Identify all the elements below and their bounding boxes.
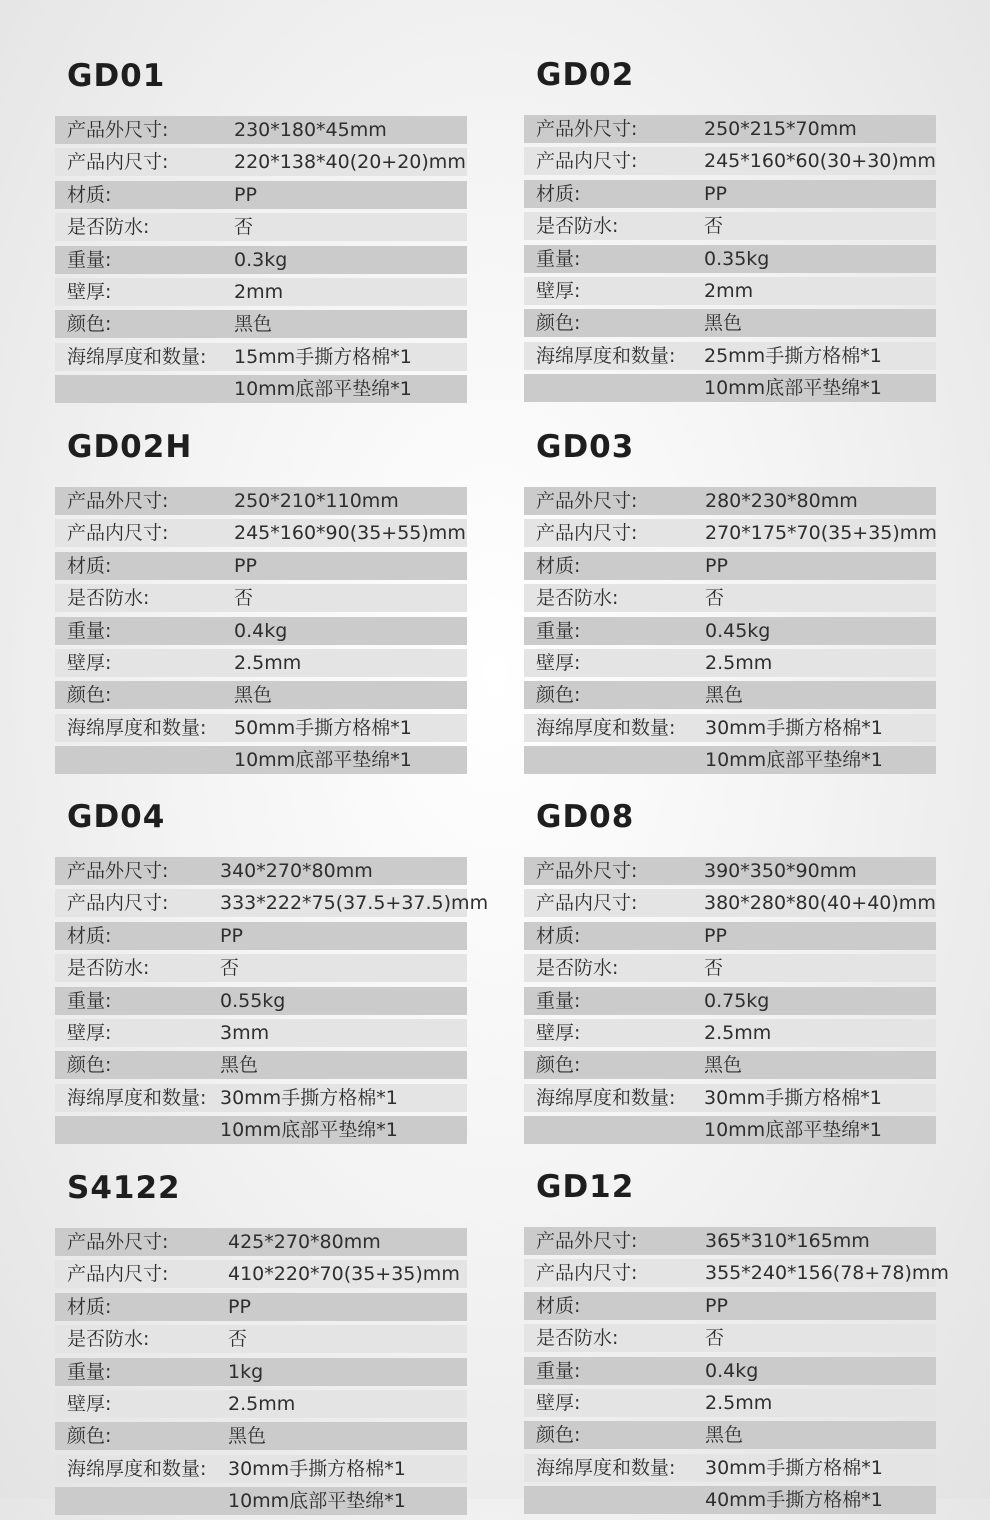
spec-row <box>55 714 467 742</box>
spec-label: 海绵厚度和数量: <box>67 1457 207 1480</box>
spec-value: 40mm手撕方格棉*1 <box>705 1489 883 1512</box>
spec-row <box>524 1259 949 1287</box>
spec-label: 材质: <box>67 1295 112 1318</box>
spec-value: 333*222*75(37.5+37.5)mm <box>220 892 489 915</box>
spec-label: 海绵厚度和数量: <box>536 1086 676 1109</box>
spec-label: 颜色: <box>536 1424 581 1447</box>
spec-label: 是否防水: <box>536 1327 619 1350</box>
spec-value: 365*310*165mm <box>705 1230 870 1252</box>
spec-row <box>524 1454 936 1482</box>
spec-row <box>524 180 936 208</box>
spec-row <box>524 374 936 402</box>
spec-row <box>55 987 467 1015</box>
spec-value: PP <box>228 1295 251 1318</box>
spec-label: 是否防水: <box>536 957 619 980</box>
spec-value: 0.4kg <box>234 619 288 642</box>
spec-value: 0.3kg <box>234 248 288 271</box>
spec-label: 产品外尺寸: <box>536 118 638 140</box>
spec-value: 30mm手撕方格棉*1 <box>705 1456 883 1479</box>
spec-table <box>55 857 489 1149</box>
spec-label: 壁厚: <box>67 280 112 303</box>
spec-label: 产品外尺寸: <box>67 490 169 512</box>
product-code: GD04 <box>67 799 166 835</box>
spec-label: 重量: <box>67 248 112 271</box>
spec-label: 重量: <box>67 619 112 642</box>
spec-row <box>524 857 936 885</box>
product-code: GD08 <box>536 799 635 835</box>
spec-label: 材质: <box>536 182 581 205</box>
spec-label: 材质: <box>536 554 581 577</box>
spec-row <box>524 714 936 742</box>
spec-label: 重量: <box>67 989 112 1012</box>
spec-value: 10mm底部平垫绵*1 <box>234 749 412 772</box>
spec-value: PP <box>704 924 727 947</box>
spec-label: 产品内尺寸: <box>536 150 638 173</box>
spec-label: 产品外尺寸: <box>536 1230 638 1252</box>
spec-value: 2mm <box>704 279 754 302</box>
spec-row <box>524 649 936 677</box>
spec-row <box>55 213 467 241</box>
spec-label: 颜色: <box>536 312 581 335</box>
spec-row <box>524 212 936 240</box>
spec-value: PP <box>705 1294 728 1317</box>
spec-row <box>55 1455 467 1483</box>
spec-table <box>524 115 936 407</box>
spec-value: 355*240*156(78+78)mm <box>705 1262 949 1285</box>
spec-row <box>55 1260 467 1288</box>
spec-label: 颜色: <box>67 684 112 707</box>
spec-label: 产品内尺寸: <box>67 522 169 545</box>
spec-value: 30mm手撕方格棉*1 <box>220 1086 398 1109</box>
spec-label: 是否防水: <box>67 1328 150 1351</box>
spec-label: 产品内尺寸: <box>67 151 169 174</box>
spec-value: 否 <box>220 957 240 980</box>
spec-label: 产品外尺寸: <box>67 1231 169 1253</box>
spec-value: 黑色 <box>704 1054 743 1077</box>
spec-label: 壁厚: <box>536 651 581 674</box>
spec-value: PP <box>220 924 243 947</box>
spec-value: 410*220*70(35+35)mm <box>228 1263 460 1286</box>
spec-value: 10mm底部平垫绵*1 <box>705 749 883 772</box>
spec-row <box>524 552 936 580</box>
spec-value: 425*270*80mm <box>228 1231 381 1253</box>
spec-value: 10mm底部平垫绵*1 <box>704 377 882 400</box>
spec-value: PP <box>234 183 257 206</box>
spec-value: 黑色 <box>705 1424 744 1447</box>
spec-label: 壁厚: <box>536 279 581 302</box>
spec-label: 产品内尺寸: <box>536 1262 638 1285</box>
spec-label: 重量: <box>67 1360 112 1383</box>
spec-label: 材质: <box>67 183 112 206</box>
spec-row <box>55 1116 467 1144</box>
spec-label: 壁厚: <box>536 1021 581 1044</box>
spec-value: 0.4kg <box>705 1359 759 1382</box>
spec-label: 材质: <box>67 924 112 947</box>
spec-value: 0.55kg <box>220 989 286 1012</box>
spec-value: 否 <box>705 1327 725 1350</box>
spec-value: 2mm <box>234 280 284 303</box>
spec-label: 海绵厚度和数量: <box>536 716 676 739</box>
spec-row <box>55 310 467 338</box>
spec-value: PP <box>234 554 257 577</box>
spec-value: 黑色 <box>234 313 273 336</box>
product-code: GD03 <box>536 429 635 465</box>
spec-value: 380*280*80(40+40)mm <box>704 892 936 915</box>
spec-label: 壁厚: <box>67 1392 112 1415</box>
spec-row <box>524 1019 936 1047</box>
spec-label: 产品外尺寸: <box>67 119 169 141</box>
spec-row <box>55 1390 467 1418</box>
spec-value: 270*175*70(35+35)mm <box>705 522 937 545</box>
spec-value: 220*138*40(20+20)mm <box>234 151 466 174</box>
spec-row <box>55 1325 467 1353</box>
spec-label: 壁厚: <box>67 651 112 674</box>
spec-label: 海绵厚度和数量: <box>67 716 207 739</box>
spec-table <box>524 1227 949 1519</box>
spec-label: 海绵厚度和数量: <box>67 1086 207 1109</box>
spec-value: 30mm手撕方格棉*1 <box>704 1086 882 1109</box>
spec-label: 是否防水: <box>67 216 150 239</box>
spec-row <box>55 487 467 515</box>
spec-label: 颜色: <box>67 313 112 336</box>
spec-row <box>524 342 936 370</box>
spec-value: 2.5mm <box>234 651 302 674</box>
spec-row <box>524 1486 936 1514</box>
spec-row <box>524 1292 936 1320</box>
product-code: GD12 <box>536 1169 635 1205</box>
spec-row <box>524 987 936 1015</box>
spec-value: 10mm底部平垫绵*1 <box>704 1119 882 1142</box>
spec-table <box>55 487 467 779</box>
spec-label: 产品外尺寸: <box>536 860 638 882</box>
spec-value: 3mm <box>220 1021 270 1044</box>
spec-label: 重量: <box>536 1359 581 1382</box>
spec-value: 245*160*60(30+30)mm <box>704 150 936 173</box>
spec-row <box>524 115 936 143</box>
spec-value: 0.35kg <box>704 247 770 270</box>
spec-label: 是否防水: <box>536 587 619 610</box>
spec-label: 重量: <box>536 989 581 1012</box>
spec-table <box>55 116 467 408</box>
spec-row <box>524 1051 936 1079</box>
spec-row <box>524 1084 936 1112</box>
product-code: GD02H <box>67 429 193 465</box>
spec-label: 是否防水: <box>67 957 150 980</box>
spec-row <box>55 1228 467 1256</box>
spec-label: 材质: <box>67 554 112 577</box>
spec-value: PP <box>704 182 727 205</box>
spec-row <box>55 1293 467 1321</box>
spec-table <box>524 487 936 779</box>
spec-row <box>55 1487 467 1515</box>
spec-value: 否 <box>705 587 725 610</box>
spec-label: 壁厚: <box>536 1391 581 1414</box>
spec-label: 产品内尺寸: <box>536 522 638 545</box>
spec-row <box>55 343 467 371</box>
spec-row <box>55 681 467 709</box>
spec-label: 海绵厚度和数量: <box>536 1456 676 1479</box>
spec-row <box>55 181 467 209</box>
spec-row <box>55 1358 467 1386</box>
spec-value: 30mm手撕方格棉*1 <box>228 1457 406 1480</box>
spec-row <box>524 746 936 774</box>
spec-value: 250*215*70mm <box>704 118 857 140</box>
spec-value: 250*210*110mm <box>234 490 399 512</box>
spec-value: 黑色 <box>704 312 743 335</box>
spec-value: 280*230*80mm <box>705 490 858 512</box>
product-code: GD02 <box>536 57 635 93</box>
spec-row <box>55 1051 467 1079</box>
spec-row <box>55 1422 467 1450</box>
spec-value: 黑色 <box>228 1425 267 1448</box>
spec-label: 颜色: <box>536 684 581 707</box>
spec-value: 25mm手撕方格棉*1 <box>704 344 882 367</box>
spec-value: 390*350*90mm <box>704 860 857 882</box>
spec-value: 15mm手撕方格棉*1 <box>234 345 412 368</box>
spec-value: 2.5mm <box>228 1392 296 1415</box>
spec-label: 重量: <box>536 247 581 270</box>
spec-value: 30mm手撕方格棉*1 <box>705 716 883 739</box>
spec-value: 黑色 <box>705 684 744 707</box>
spec-value: 10mm底部平垫绵*1 <box>228 1490 406 1513</box>
spec-row <box>55 246 467 274</box>
spec-label: 是否防水: <box>67 587 150 610</box>
spec-row <box>524 1389 936 1417</box>
spec-label: 产品外尺寸: <box>67 860 169 882</box>
product-code: S4122 <box>67 1170 181 1206</box>
spec-value: 黑色 <box>234 684 273 707</box>
spec-value: 否 <box>704 215 724 238</box>
spec-value: 否 <box>228 1328 248 1351</box>
spec-value: 340*270*80mm <box>220 860 373 882</box>
spec-row <box>524 584 936 612</box>
spec-row <box>55 857 467 885</box>
spec-value: 2.5mm <box>704 1021 772 1044</box>
spec-label: 是否防水: <box>536 215 619 238</box>
spec-value: 10mm底部平垫绵*1 <box>220 1119 398 1142</box>
spec-value: PP <box>705 554 728 577</box>
spec-row <box>55 1084 467 1112</box>
spec-label: 产品内尺寸: <box>67 1263 169 1286</box>
spec-value: 否 <box>234 216 254 239</box>
spec-row <box>524 617 936 645</box>
spec-row <box>55 278 467 306</box>
spec-value: 1kg <box>228 1360 264 1383</box>
spec-row <box>55 552 467 580</box>
spec-label: 海绵厚度和数量: <box>536 344 676 367</box>
spec-label: 重量: <box>536 619 581 642</box>
spec-label: 颜色: <box>67 1425 112 1448</box>
spec-row <box>55 519 467 547</box>
spec-table <box>524 857 936 1149</box>
spec-row <box>55 375 467 403</box>
spec-value: 否 <box>234 587 254 610</box>
spec-row <box>524 954 936 982</box>
spec-value: 黑色 <box>220 1054 259 1077</box>
spec-row <box>524 922 936 950</box>
spec-label: 产品外尺寸: <box>536 490 638 512</box>
spec-value: 10mm底部平垫绵*1 <box>234 378 412 401</box>
spec-row <box>55 116 467 144</box>
spec-row <box>524 1324 936 1352</box>
spec-value: 否 <box>704 957 724 980</box>
spec-row <box>524 1227 936 1255</box>
spec-label: 颜色: <box>536 1054 581 1077</box>
spec-value: 2.5mm <box>705 1391 773 1414</box>
spec-label: 产品内尺寸: <box>67 892 169 915</box>
spec-row <box>55 584 467 612</box>
spec-row <box>524 681 936 709</box>
spec-row <box>55 148 467 176</box>
spec-row <box>55 649 467 677</box>
spec-row <box>55 746 467 774</box>
spec-row <box>524 309 936 337</box>
spec-value: 230*180*45mm <box>234 119 387 141</box>
spec-row <box>524 889 936 917</box>
spec-row <box>55 1019 467 1047</box>
spec-row <box>524 1116 936 1144</box>
spec-row <box>524 147 936 175</box>
spec-value: 50mm手撕方格棉*1 <box>234 716 412 739</box>
spec-row <box>524 1421 936 1449</box>
spec-label: 颜色: <box>67 1054 112 1077</box>
spec-row <box>524 245 936 273</box>
spec-row <box>55 954 467 982</box>
spec-label: 壁厚: <box>67 1021 112 1044</box>
spec-value: 245*160*90(35+55)mm <box>234 522 466 545</box>
spec-row <box>524 1357 936 1385</box>
spec-label: 海绵厚度和数量: <box>67 345 207 368</box>
spec-row <box>524 519 936 547</box>
spec-row <box>524 487 936 515</box>
spec-row <box>55 617 467 645</box>
spec-value: 0.45kg <box>705 619 771 642</box>
spec-label: 材质: <box>536 924 581 947</box>
spec-label: 材质: <box>536 1294 581 1317</box>
spec-row <box>524 277 936 305</box>
spec-row <box>55 889 489 917</box>
spec-row <box>55 922 467 950</box>
spec-value: 0.75kg <box>704 989 770 1012</box>
product-code: GD01 <box>67 58 166 94</box>
spec-table <box>55 1228 467 1520</box>
spec-value: 2.5mm <box>705 651 773 674</box>
spec-label: 产品内尺寸: <box>536 892 638 915</box>
